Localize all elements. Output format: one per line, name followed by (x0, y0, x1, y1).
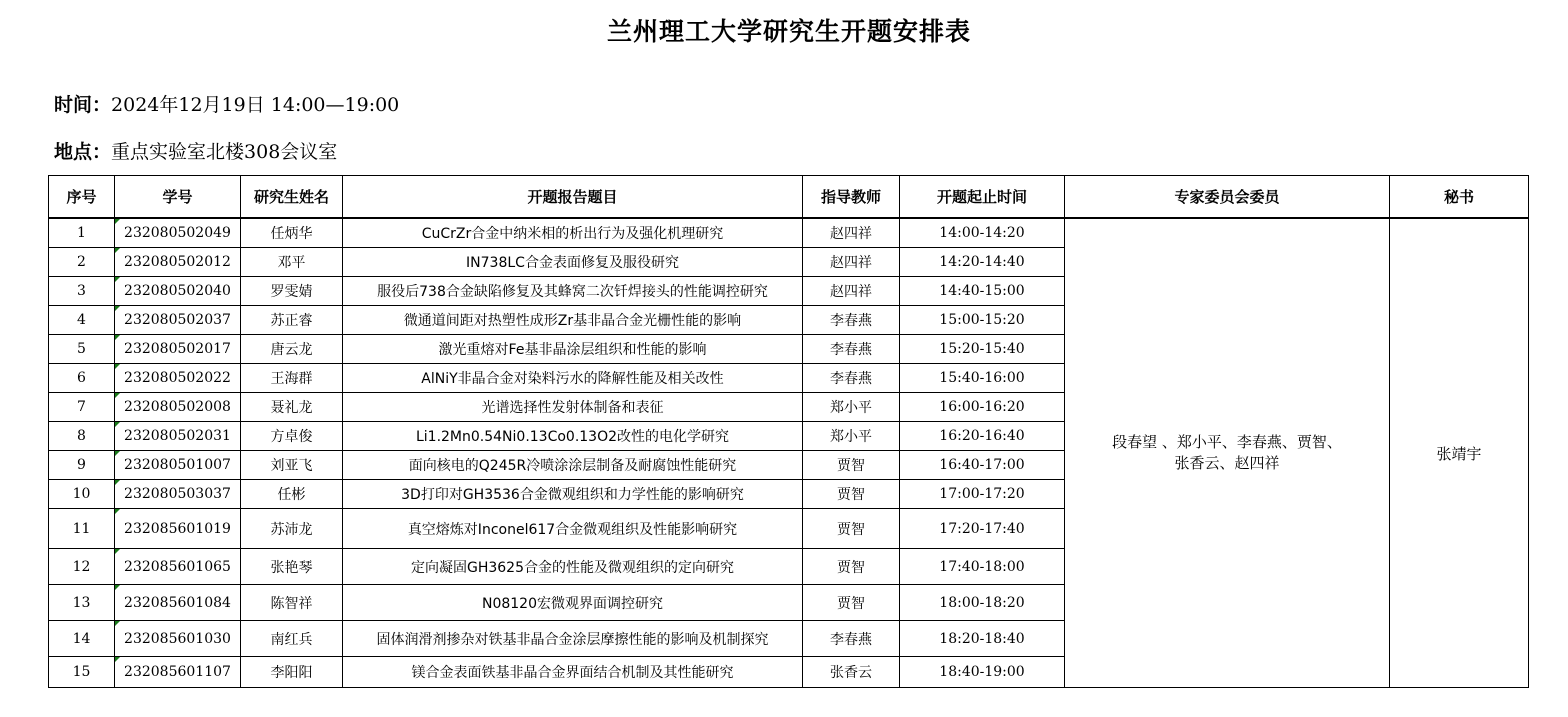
cell-no: 2 (49, 248, 115, 277)
time-info (54, 90, 399, 117)
schedule-table (48, 175, 1529, 688)
cell-secretary: 张靖宇 (1390, 218, 1529, 688)
cell-committee (1065, 218, 1390, 688)
cell-name: 南红兵 (241, 621, 343, 657)
cell-time: 17:00-17:20 (900, 480, 1065, 509)
time-label: 时间： (54, 94, 112, 116)
cell-no: 11 (49, 509, 115, 549)
cell-advisor: 贾智 (803, 451, 900, 480)
cell-advisor: 贾智 (803, 585, 900, 621)
cell-name: 任彬 (241, 480, 343, 509)
cell-advisor: 赵四祥 (803, 218, 900, 248)
committee-line-2: 张香云、赵四祥 (1174, 454, 1280, 472)
cell-topic: N08120宏微观界面调控研究 (343, 585, 803, 621)
cell-name: 任炳华 (241, 218, 343, 248)
cell-topic: 固体润滑剂掺杂对铁基非晶合金涂层摩擦性能的影响及机制探究 (343, 621, 803, 657)
cell-time: 16:20-16:40 (900, 422, 1065, 451)
cell-time: 17:20-17:40 (900, 509, 1065, 549)
cell-time: 16:40-17:00 (900, 451, 1065, 480)
cell-name: 李阳阳 (241, 657, 343, 688)
cell-advisor: 郑小平 (803, 393, 900, 422)
header-topic: 开题报告题目 (343, 176, 803, 219)
header-student-id: 学号 (115, 176, 241, 219)
cell-no: 7 (49, 393, 115, 422)
header-no: 序号 (49, 176, 115, 219)
cell-time: 14:20-14:40 (900, 248, 1065, 277)
cell-no: 1 (49, 218, 115, 248)
cell-topic: CuCrZr合金中纳米相的析出行为及强化机理研究 (343, 218, 803, 248)
cell-name: 王海群 (241, 364, 343, 393)
cell-no: 10 (49, 480, 115, 509)
cell-name: 苏沛龙 (241, 509, 343, 549)
table-row (49, 218, 1529, 248)
cell-topic: 真空熔炼对Inconel617合金微观组织及性能影响研究 (343, 509, 803, 549)
header-secretary: 秘书 (1390, 176, 1529, 219)
cell-student-id: 232085601107 (115, 657, 241, 688)
header-committee: 专家委员会委员 (1065, 176, 1390, 219)
cell-topic: AlNiY非晶合金对染料污水的降解性能及相关改性 (343, 364, 803, 393)
cell-time: 15:40-16:00 (900, 364, 1065, 393)
cell-student-id: 232080501007 (115, 451, 241, 480)
cell-name: 唐云龙 (241, 335, 343, 364)
cell-student-id: 232085601065 (115, 549, 241, 585)
cell-student-id: 232085601030 (115, 621, 241, 657)
cell-time: 15:00-15:20 (900, 306, 1065, 335)
cell-no: 8 (49, 422, 115, 451)
cell-student-id: 232080503037 (115, 480, 241, 509)
cell-no: 3 (49, 277, 115, 306)
cell-no: 13 (49, 585, 115, 621)
cell-time: 18:20-18:40 (900, 621, 1065, 657)
cell-advisor: 贾智 (803, 509, 900, 549)
cell-topic: 定向凝固GH3625合金的性能及微观组织的定向研究 (343, 549, 803, 585)
cell-no: 12 (49, 549, 115, 585)
header-time: 开题起止时间 (900, 176, 1065, 219)
place-label: 地点： (54, 141, 112, 163)
cell-name: 刘亚飞 (241, 451, 343, 480)
cell-no: 5 (49, 335, 115, 364)
cell-name: 邓平 (241, 248, 343, 277)
cell-advisor: 李春燕 (803, 621, 900, 657)
cell-time: 17:40-18:00 (900, 549, 1065, 585)
cell-advisor: 李春燕 (803, 306, 900, 335)
cell-advisor: 李春燕 (803, 364, 900, 393)
place-info (54, 137, 337, 164)
cell-topic: Li1.2Mn0.54Ni0.13Co0.13O2改性的电化学研究 (343, 422, 803, 451)
cell-topic: IN738LC合金表面修复及服役研究 (343, 248, 803, 277)
cell-student-id: 232080502017 (115, 335, 241, 364)
cell-name: 罗雯婧 (241, 277, 343, 306)
cell-time: 14:40-15:00 (900, 277, 1065, 306)
cell-topic: 服役后738合金缺陷修复及其蜂窝二次钎焊接头的性能调控研究 (343, 277, 803, 306)
cell-name: 张艳琴 (241, 549, 343, 585)
cell-topic: 微通道间距对热塑性成形Zr基非晶合金光栅性能的影响 (343, 306, 803, 335)
cell-student-id: 232085601084 (115, 585, 241, 621)
cell-no: 9 (49, 451, 115, 480)
cell-topic: 面向核电的Q245R冷喷涂涂层制备及耐腐蚀性能研究 (343, 451, 803, 480)
cell-name: 陈智祥 (241, 585, 343, 621)
cell-advisor: 郑小平 (803, 422, 900, 451)
cell-student-id: 232080502008 (115, 393, 241, 422)
cell-topic: 激光重熔对Fe基非晶涂层组织和性能的影响 (343, 335, 803, 364)
cell-advisor: 赵四祥 (803, 277, 900, 306)
header-advisor: 指导教师 (803, 176, 900, 219)
cell-time: 18:00-18:20 (900, 585, 1065, 621)
cell-advisor: 赵四祥 (803, 248, 900, 277)
header-name: 研究生姓名 (241, 176, 343, 219)
time-value: 2024年12月19日 14:00—19:00 (111, 94, 400, 116)
cell-student-id: 232080502049 (115, 218, 241, 248)
cell-advisor: 贾智 (803, 480, 900, 509)
cell-no: 6 (49, 364, 115, 393)
cell-student-id: 232085601019 (115, 509, 241, 549)
cell-student-id: 232080502012 (115, 248, 241, 277)
cell-time: 14:00-14:20 (900, 218, 1065, 248)
cell-name: 苏正睿 (241, 306, 343, 335)
cell-time: 15:20-15:40 (900, 335, 1065, 364)
cell-advisor: 贾智 (803, 549, 900, 585)
cell-topic: 3D打印对GH3536合金微观组织和力学性能的影响研究 (343, 480, 803, 509)
cell-no: 15 (49, 657, 115, 688)
cell-no: 14 (49, 621, 115, 657)
committee-line-1: 段春望 、郑小平、李春燕、贾智、 (1112, 433, 1342, 451)
cell-advisor: 李春燕 (803, 335, 900, 364)
cell-no: 4 (49, 306, 115, 335)
cell-time: 18:40-19:00 (900, 657, 1065, 688)
cell-topic: 光谱选择性发射体制备和表征 (343, 393, 803, 422)
cell-advisor: 张香云 (803, 657, 900, 688)
cell-student-id: 232080502040 (115, 277, 241, 306)
cell-name: 方卓俊 (241, 422, 343, 451)
cell-name: 聂礼龙 (241, 393, 343, 422)
page-title: 兰州理工大学研究生开题安排表 (606, 17, 971, 46)
cell-student-id: 232080502031 (115, 422, 241, 451)
place-value: 重点实验室北楼308会议室 (111, 141, 338, 163)
cell-topic: 镁合金表面铁基非晶合金界面结合机制及其性能研究 (343, 657, 803, 688)
header-row (49, 176, 1529, 219)
cell-student-id: 232080502022 (115, 364, 241, 393)
cell-time: 16:00-16:20 (900, 393, 1065, 422)
cell-student-id: 232080502037 (115, 306, 241, 335)
